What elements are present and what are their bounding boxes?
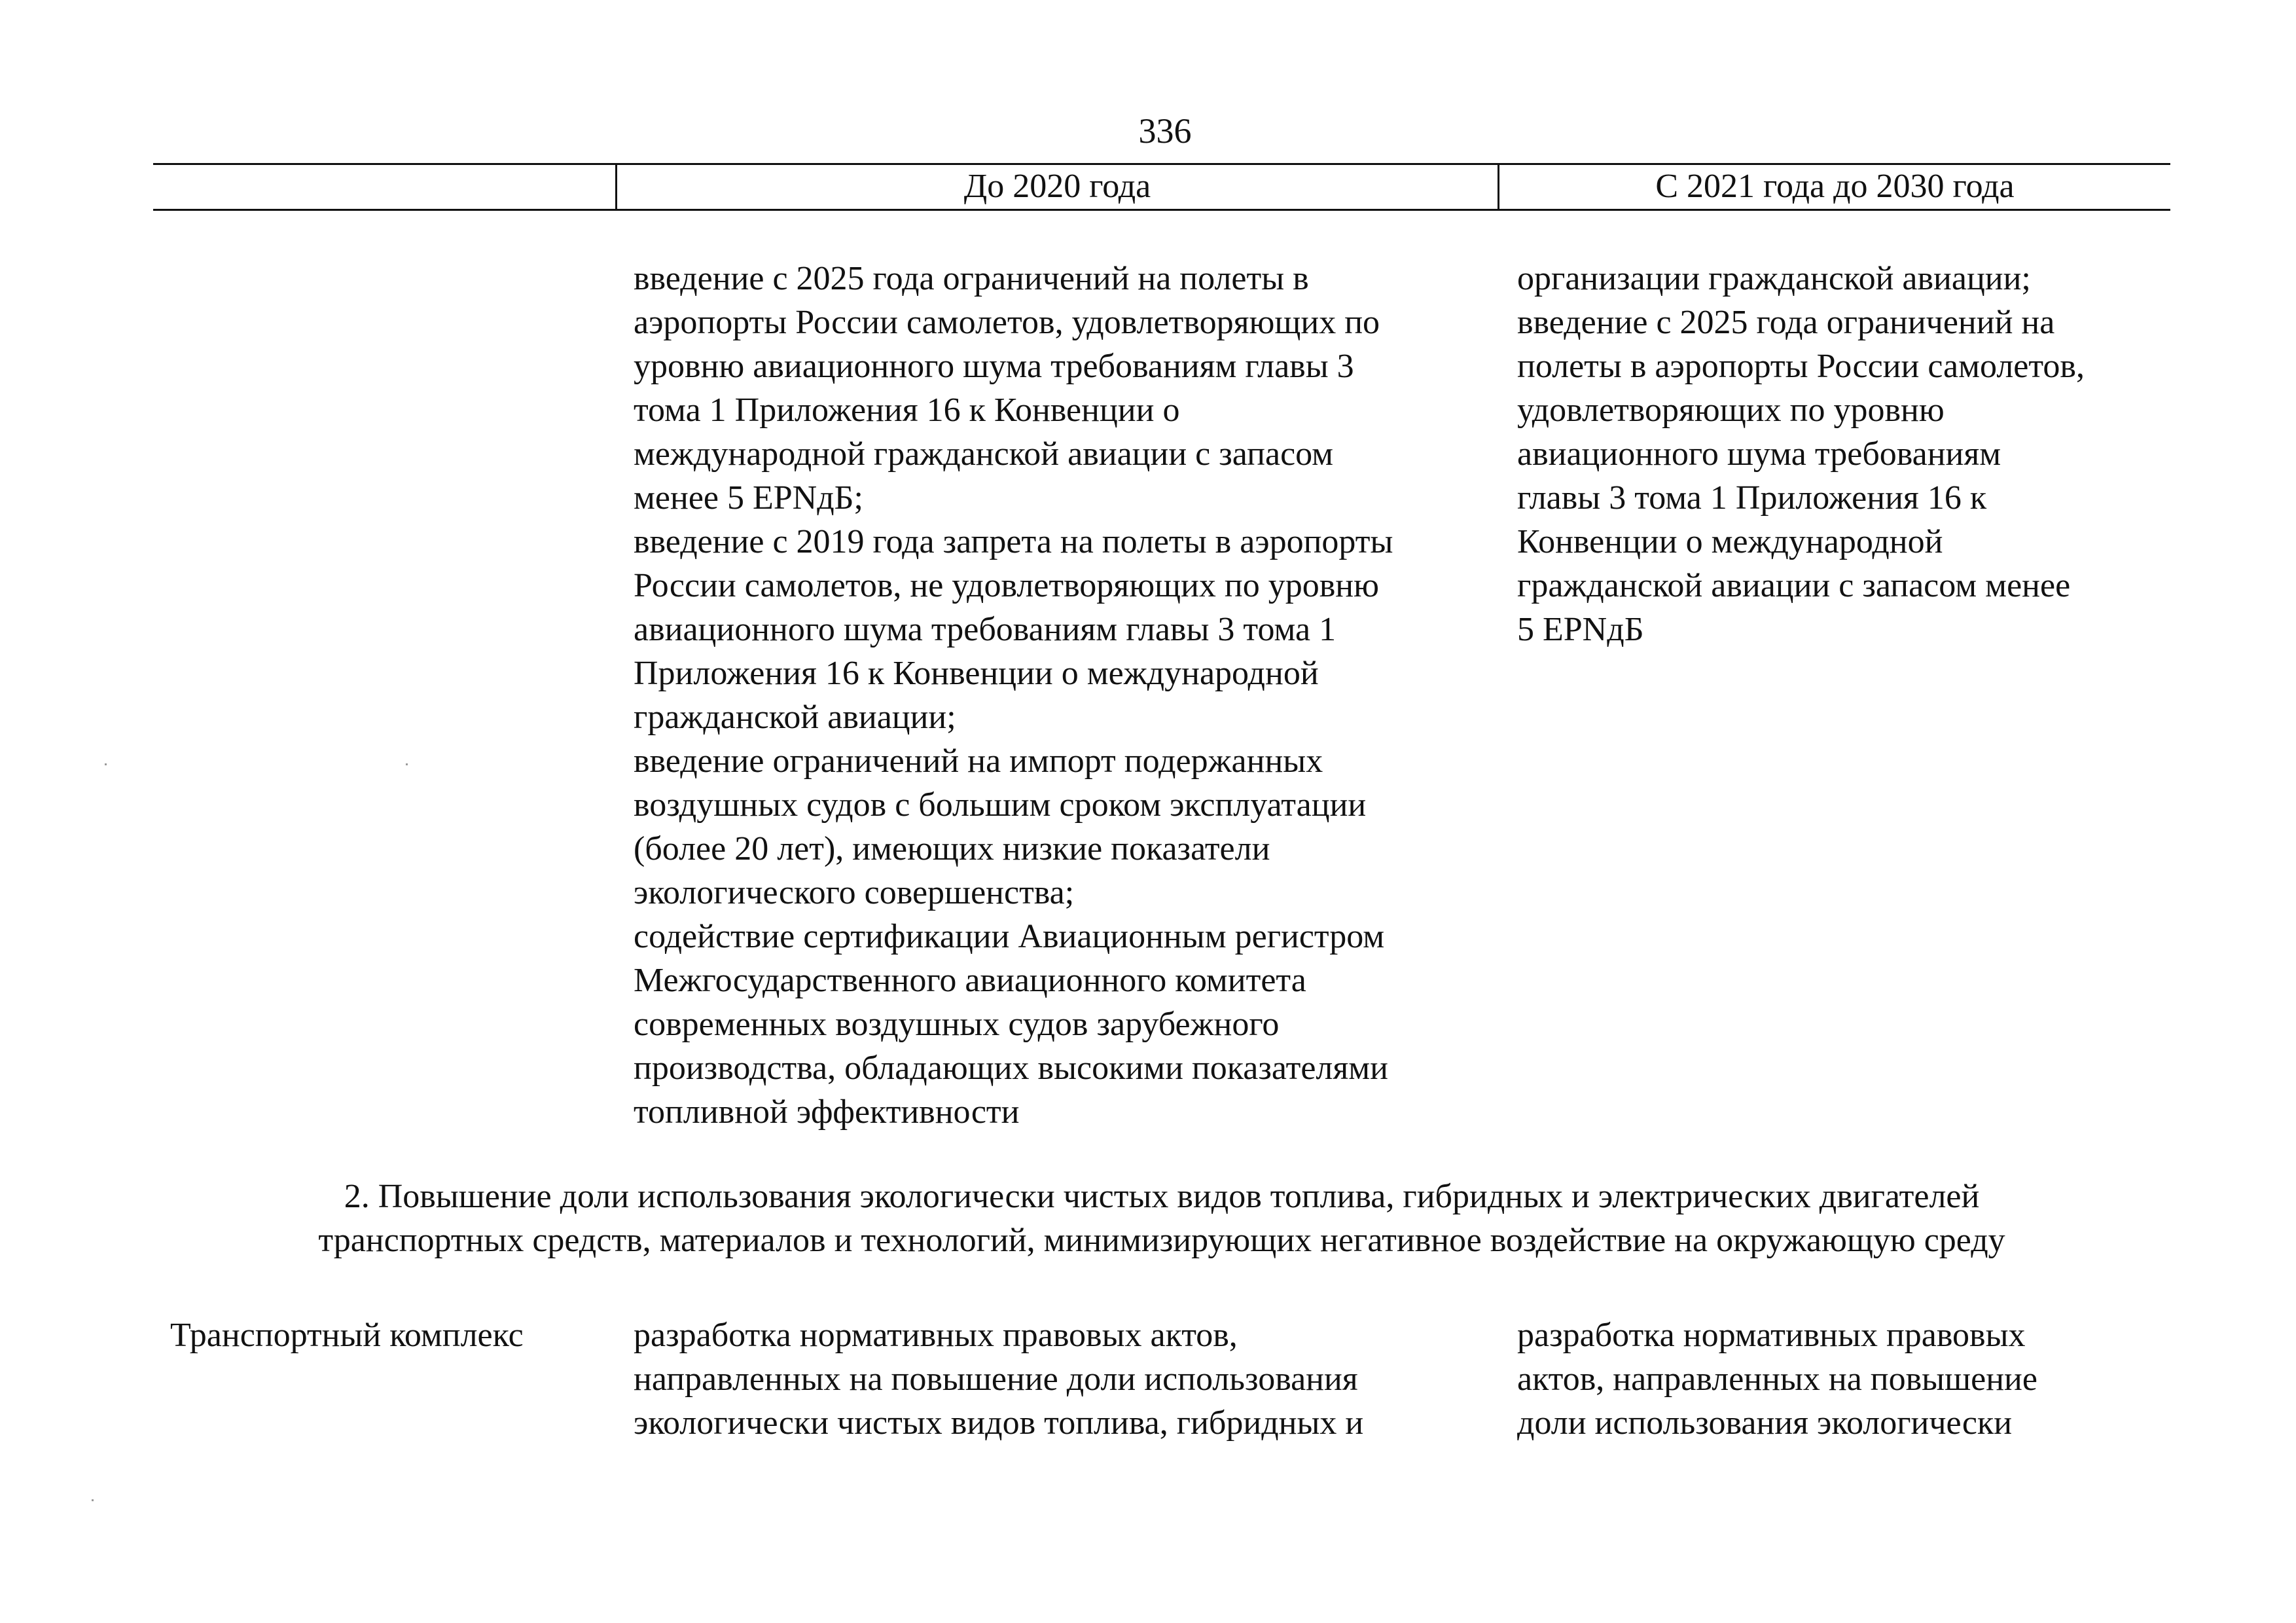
text-line: организации гражданской авиации;: [1517, 260, 2031, 297]
text-line: уровню авиационного шума требованиям главы 3: [634, 348, 1354, 385]
text-line: тома 1 Приложения 16 к Конвенции о: [634, 392, 1180, 429]
scan-speck: [105, 763, 107, 765]
text-line: удовлетворяющих по уровню: [1517, 392, 1945, 429]
text-line: производства, обладающих высокими показателями: [634, 1049, 1389, 1087]
section-heading: [153, 1175, 2170, 1262]
text-line: (более 20 лет), имеющих низкие показатели: [634, 830, 1270, 867]
text-line: доли использования экологически: [1517, 1404, 2013, 1442]
page-number: 336: [1138, 111, 1192, 151]
text-line: содействие сертификации Авиационным регистром: [634, 918, 1385, 955]
next-row-col3-text: [1517, 1313, 2037, 1445]
text-line: экологически чистых видов топлива, гибридных и: [634, 1404, 1364, 1442]
text-line: Межгосударственного авиационного комитета: [634, 962, 1306, 999]
heading-line: 2. Повышение доли использования экологически чистых видов топлива, гибридных и электрических двигателей: [344, 1178, 1980, 1215]
text-line: главы 3 тома 1 Приложения 16 к: [1517, 479, 1987, 517]
column-header-2021-2030: С 2021 года до 2030 года: [1655, 168, 2015, 205]
text-line: введение с 2025 года ограничений на полеты в: [634, 260, 1309, 297]
text-line: введение с 2019 года запрета на полеты в аэропорты: [634, 523, 1393, 560]
text-line: гражданской авиации с запасом менее: [1517, 567, 2071, 604]
text-line: современных воздушных судов зарубежного: [634, 1006, 1280, 1043]
text-line: воздушных судов с большим сроком эксплуатации: [634, 786, 1367, 824]
text-line: Конвенции о международной: [1517, 523, 1943, 560]
text-line: введение ограничений на импорт подержанных: [634, 742, 1323, 780]
text-line: экологического совершенства;: [634, 874, 1075, 911]
text-line: 5 EPNдБ: [1517, 611, 1644, 648]
heading-line: транспортных средств, материалов и технологий, минимизирующих негативное воздействие на окружающую среду: [318, 1222, 2005, 1259]
text-line: гражданской авиации;: [634, 699, 956, 736]
continued-row-col2-text: [634, 257, 1393, 1134]
text-line: направленных на повышение доли использования: [634, 1360, 1358, 1398]
text-line: актов, направленных на повышение: [1517, 1360, 2037, 1398]
scan-speck: [92, 1499, 94, 1501]
text-line: России самолетов, не удовлетворяющих по уровню: [634, 567, 1379, 604]
column-header-until-2020: До 2020 года: [963, 168, 1151, 205]
text-line: топливной эффективности: [634, 1093, 1020, 1131]
text-line: авиационного шума требованиям главы 3 тома 1: [634, 611, 1336, 648]
text-line: аэропорты России самолетов, удовлетворяющих по: [634, 304, 1380, 341]
text-line: введение с 2025 года ограничений на: [1517, 304, 2055, 341]
text-line: разработка нормативных правовых актов,: [634, 1317, 1238, 1354]
text-line: менее 5 EPNдБ;: [634, 479, 863, 517]
text-line: разработка нормативных правовых: [1517, 1317, 2026, 1354]
text-line: Приложения 16 к Конвенции о международной: [634, 655, 1319, 692]
row-label-transport-complex: Транспортный комплекс: [170, 1317, 524, 1354]
table-header-bottom-rule: [153, 209, 2170, 211]
next-row-col2-text: [634, 1313, 1363, 1445]
text-line: полеты в аэропорты России самолетов,: [1517, 348, 2085, 385]
text-line: международной гражданской авиации с запасом: [634, 435, 1334, 473]
continued-row-col3-text: [1517, 257, 2085, 651]
scan-speck: [406, 763, 408, 765]
text-line: авиационного шума требованиям: [1517, 435, 2001, 473]
